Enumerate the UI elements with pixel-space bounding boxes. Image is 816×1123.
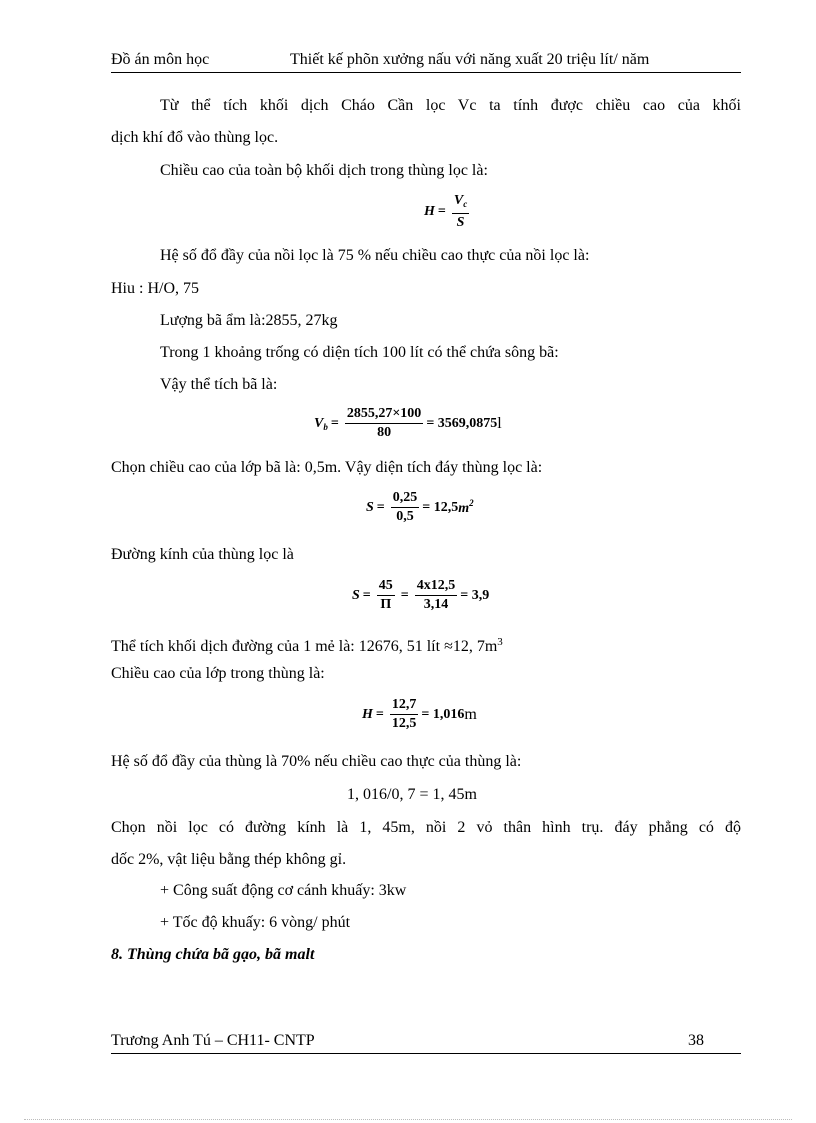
page-number: 38 [688,1032,704,1049]
formula-result: = 3,9 [460,587,490,603]
formula-numerator: 2855,27×100 [345,406,423,424]
paragraph-line: Hệ số đổ đầy của thùng là 70% nếu chiều cao thực của thùng là: [111,753,522,770]
formula-fraction [390,697,419,732]
paragraph-line: Chọn nồi lọc có đường kính là 1, 45m, nồi 2 vỏ thân hình trụ. đáy phẳng có độ [111,819,741,836]
paragraph-line: Lượng bã ẩm là:2855, 27kg [160,312,338,329]
header-title: Thiết kế phõn xưởng nấu với năng xuất 20 triệu lít/ năm [290,51,650,68]
formula-denominator: S [456,215,465,230]
formula-fraction [345,406,423,441]
formula-lhs: V [314,415,324,431]
formula-denominator: 3,14 [423,597,449,612]
formula-lhs: S [366,499,374,515]
formula-layer-height: H = $\frac{12,7}{12,5}$ = 1,016 m [362,697,477,731]
paragraph-line: Chiều cao của lớp trong thùng là: [111,665,325,682]
paragraph-text: Thể tích khối dịch đường của 1 mẻ là: 12676, 51 lít ≈12, 7m [111,638,498,655]
paragraph-line: Từ thể tích khối dịch Cháo Cần lọc Vc ta tính được chiều cao của khối [160,97,741,114]
section-heading: 8. Thùng chứa bã gạo, bã malt [111,946,315,963]
paragraph-line: Vậy thể tích bã là: [160,376,278,393]
formula-numerator: 45 [377,578,395,596]
formula-denominator: 0,5 [396,509,414,524]
formula-unit: m [458,501,470,516]
paragraph-line: dịch khí đổ vào thùng lọc. [111,129,279,146]
paragraph-line: Chọn chiều cao của lớp bã là: 0,5m. Vậy diện tích đáy thùng lọc là: [111,459,543,476]
formula-volume: $V_b$ = $\frac{2855,27\times 100}{80}$ = 3569,0875 l [314,406,502,440]
superscript: 3 [497,636,503,648]
formula-lhs: S [352,587,360,603]
paragraph-line: Hệ số đổ đầy của nồi lọc là 75 % nếu chiều cao thực của nồi lọc là: [160,247,590,264]
paragraph-line: Trong 1 khoảng trống có diện tích 100 lít có thể chứa sông bã: [160,344,559,361]
paragraph-line: Đường kính của thùng lọc là [111,546,294,563]
formula-lhs: H [424,204,435,219]
formula-fraction [452,193,469,231]
formula-subscript: b [323,421,328,432]
page-header [111,50,741,73]
formula-height: H = $\frac{V_c}{S}$ [424,193,468,230]
formula-unit: l [497,414,502,432]
page-edge-divider [24,1119,792,1120]
footer-author: Trương Anh Tú – CH11- CNTP [111,1032,315,1049]
paragraph-line: 1, 016/0, 7 = 1, 45m [347,786,477,803]
formula-fraction [377,578,395,613]
formula-area: S = $\frac{0,25}{0,5}$ = 12,5 $m^2$ [366,490,474,524]
formula-result: = 3569,0875 [426,415,498,431]
formula-lhs: H [362,706,373,722]
paragraph-line: Chiều cao của toàn bộ khối dịch trong thùng lọc là: [160,162,488,179]
formula-denominator: Π [380,597,392,612]
formula-numerator: 0,25 [391,490,420,508]
formula-denominator: 80 [377,425,392,440]
paragraph-line: dốc 2%, vật liệu bằng thép không gỉ. [111,851,347,868]
bullet-item: + Tốc độ khuấy: 6 vòng/ phút [160,914,351,931]
formula-numerator: V [453,193,464,208]
formula-result: = 12,5 [422,499,459,515]
formula-result: = 1,016 [421,706,465,722]
formula-fraction [415,578,458,613]
paragraph-line [111,632,503,657]
page-footer [111,1031,741,1054]
header-course: Đồ án môn học [111,51,210,68]
formula-superscript: 2 [469,498,474,508]
formula-numerator: 12,7 [390,697,419,715]
formula-diameter: S = $\frac{45}{\Pi}$ = $\frac{4x12,5}{3,14}$ = 3,9 [352,578,490,612]
formula-numerator: 4x12,5 [415,578,458,596]
formula-subscript: c [463,199,468,209]
paragraph-line: Hiu : H/O, 75 [111,280,199,297]
formula-denominator: 12,5 [391,716,417,731]
formula-unit: m [464,705,477,723]
formula-fraction [391,490,420,525]
bullet-item: + Công suất động cơ cánh khuấy: 3kw [160,882,407,899]
